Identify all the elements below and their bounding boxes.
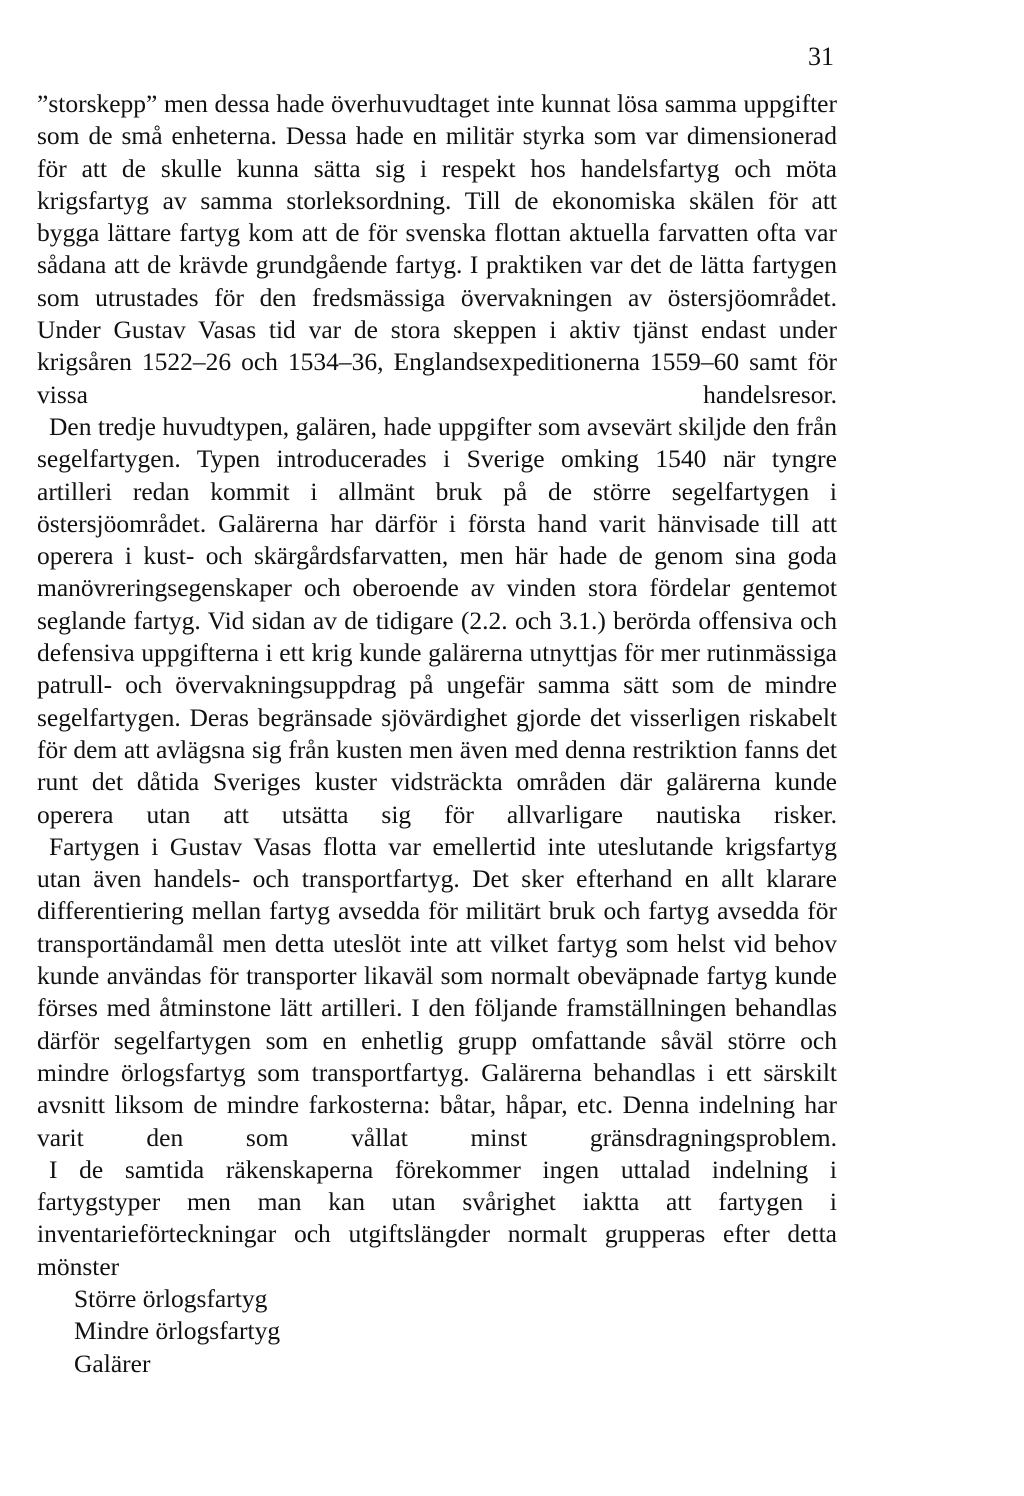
page-number: 31: [808, 42, 834, 71]
paragraph-3: Fartygen i Gustav Vasas flotta var emellertid inte uteslutande krigsfartyg utan även handels- och transportfartyg. Det sker efterhand en allt klarare differentiering mellan fartyg avsedda för militärt bruk och fartyg avsedda för transportändamål men detta uteslöt inte att vilket fartyg som helst vid behov kunde användas för transporter likaväl som normalt obeväpnade fartyg kunde förses med åtminstone lätt artilleri. I den följande framställningen behandlas därför segelfartygen som en enhetlig grupp omfattande såväl större och mindre örlogsfartyg som transportfartyg. Galärerna behandlas i ett särskilt avsnitt liksom de mindre farkosterna: båtar, håpar, etc. Denna indelning har varit den som vållat minst gränsdragningsproblem.: [37, 831, 837, 1152]
list-item: Större örlogsfartyg: [74, 1283, 268, 1313]
paragraph-1: ”storskepp” men dessa hade överhuvudtaget inte kunnat lösa samma uppgifter som de små enheterna. Dessa hade en militär styrka som var dimensionerad för att de skulle kunna sätta sig i respekt hos handelsfartyg och möta krigsfartyg av samma storleksordning. Till de ekonomiska skälen för att bygga lättare fartyg kom att de för svenska flottan aktuella farvatten ofta var sådana att de krävde grundgående fartyg. I praktiken var det de lätta fartygen som utrustades för den fredsmässiga övervakningen av östersjöområdet. Under Gustav Vasas tid var de stora skeppen i aktiv tjänst endast under krigsåren 1522–26 och 1534–36, Englandsexpeditionerna 1559–60 samt för vissa handelsresor.: [37, 89, 837, 409]
paragraph-4: I de samtida räkenskaperna förekommer ingen uttalad indelning i fartygstyper men man kan utan svårighet iaktta att fartygen i inventarieförteckningar och utgiftslängder normalt grupperas efter detta mönster: [37, 1154, 837, 1281]
ship-type-list: [37, 1283, 837, 1380]
paragraph-2: Den tredje huvudtypen, galären, hade uppgifter som avsevärt skiljde den från segelfartygen. Typen introducerades i Sverige omking 1540 när tyngre artilleri redan kommit i allmänt bruk på de större segelfartygen i östersjöområdet. Galärerna har därför i första hand varit hänvisade till att operera i kust- och skärgårdsfarvatten, men här hade de genom sina goda manövreringsegenskaper och oberoende av vinden stora fördelar gentemot seglande fartyg. Vid sidan av de tidigare (2.2. och 3.1.) berörda offensiva och defensiva uppgifterna i ett krig kunde galärerna utnyttjas för mer rutinmässiga patrull- och övervakningsuppdrag på ungefär samma sätt som de mindre segelfartygen. Deras begränsade sjövärdighet gjorde det visserligen riskabelt för dem att avlägsna sig från kusten men även med denna restriktion fanns det runt det dåtida Sveriges kuster vidsträckta områden där galärerna kunde operera utan att utsätta sig för allvarligare nautiska risker.: [37, 411, 837, 829]
list-item: Galärer: [74, 1348, 151, 1378]
body-text: [37, 88, 837, 1380]
list-item: Mindre örlogsfartyg: [74, 1316, 281, 1346]
